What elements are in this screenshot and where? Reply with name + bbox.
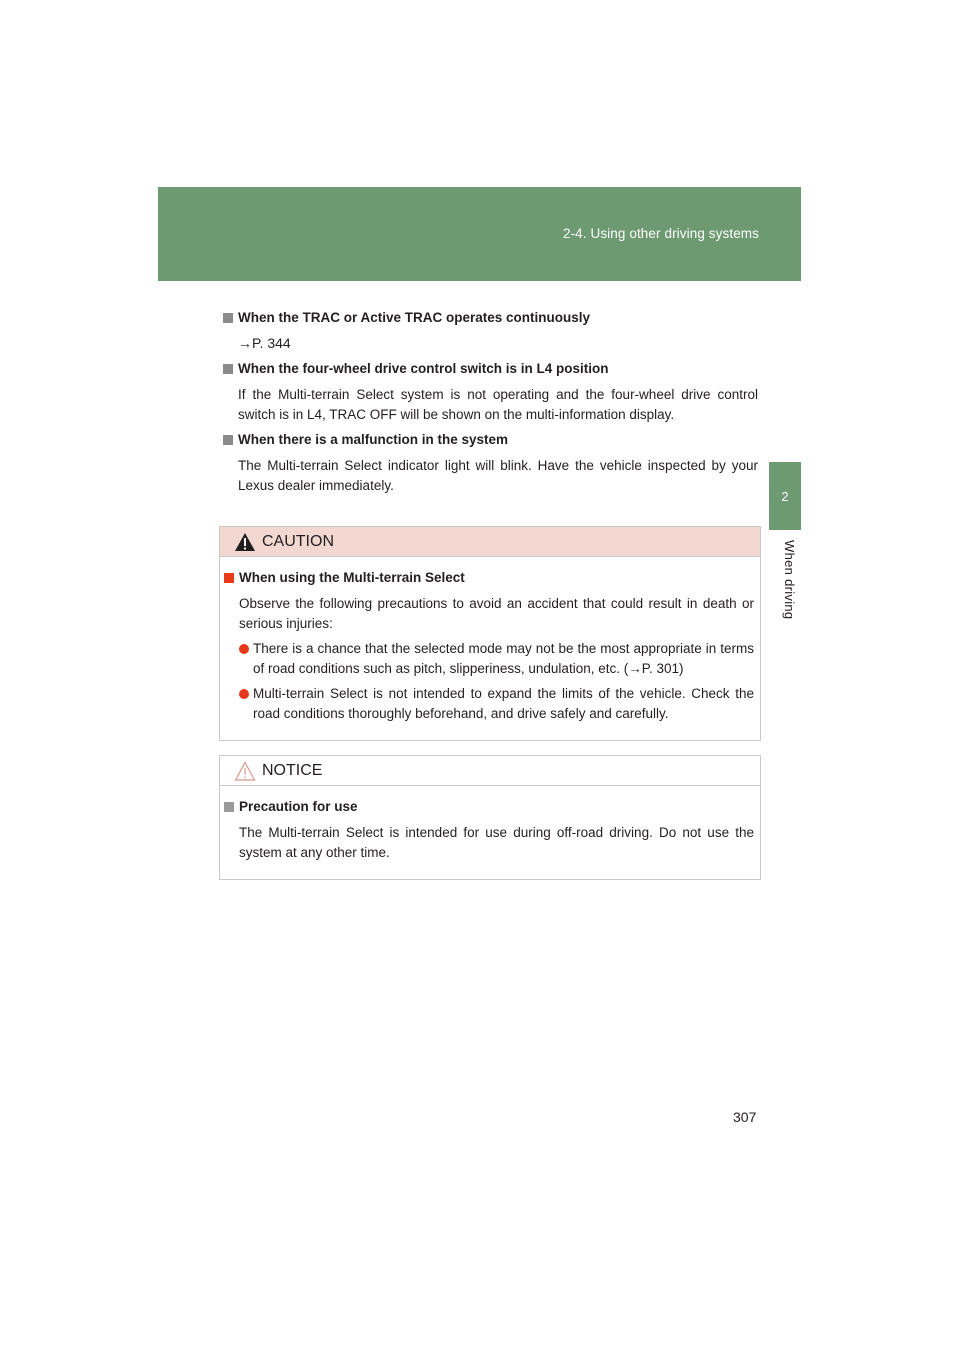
section-heading: When the TRAC or Active TRAC operates continuously (238, 310, 591, 325)
caution-intro: Observe the following precautions to avoid an accident that could result in death or serious injuries: (239, 596, 754, 631)
warning-outline-icon (234, 761, 256, 781)
notice-title: NOTICE (262, 761, 323, 779)
chapter-number-tab: 2 (769, 462, 801, 530)
section-heading: When the four-wheel drive control switch is in L4 position (238, 361, 609, 376)
notice-text: The Multi-terrain Select is intended for use during off-road driving. Do not use the system at any other time. (239, 825, 754, 860)
page-reference: →P. 344 (238, 335, 291, 351)
caution-bullet: There is a chance that the selected mode may not be the most appropriate in terms of road conditions such as pitch, slipperiness, undulation, etc. (→P. 301) (239, 639, 754, 679)
section-text: The Multi-terrain Select indicator light will blink. Have the vehicle inspected by your Lexus dealer immediately. (238, 458, 758, 493)
section-text: If the Multi-terrain Select system is not operating and the four-wheel drive control switch is in L4, TRAC OFF will be shown on the multi-information display. (238, 387, 758, 422)
caution-bullet: Multi-terrain Select is not intended to expand the limits of the vehicle. Check the road conditions thoroughly beforehand, and drive safely and carefully. (239, 684, 754, 724)
round-bullet-icon (239, 689, 249, 699)
warning-triangle-icon (234, 532, 256, 552)
section-title: 2-4. Using other driving systems (562, 226, 759, 241)
caution-heading: When using the Multi-terrain Select (239, 570, 465, 585)
notice-box (219, 755, 761, 880)
round-bullet-icon (239, 644, 249, 654)
section-l4-position (223, 360, 758, 425)
section-heading: When there is a malfunction in the system (238, 432, 509, 447)
section-trac-continuous (223, 309, 758, 351)
square-bullet-icon (224, 802, 234, 812)
chapter-side-label: When driving (782, 540, 797, 620)
square-bullet-icon (223, 313, 233, 323)
caution-box (219, 526, 761, 741)
chapter-header-bar (158, 187, 801, 281)
notice-heading: Precaution for use (239, 799, 358, 814)
section-malfunction (223, 431, 758, 496)
square-bullet-icon (223, 364, 233, 374)
square-bullet-icon (224, 573, 234, 583)
square-bullet-icon (223, 435, 233, 445)
caution-title: CAUTION (262, 532, 334, 550)
page-number: 307 (733, 1109, 757, 1125)
